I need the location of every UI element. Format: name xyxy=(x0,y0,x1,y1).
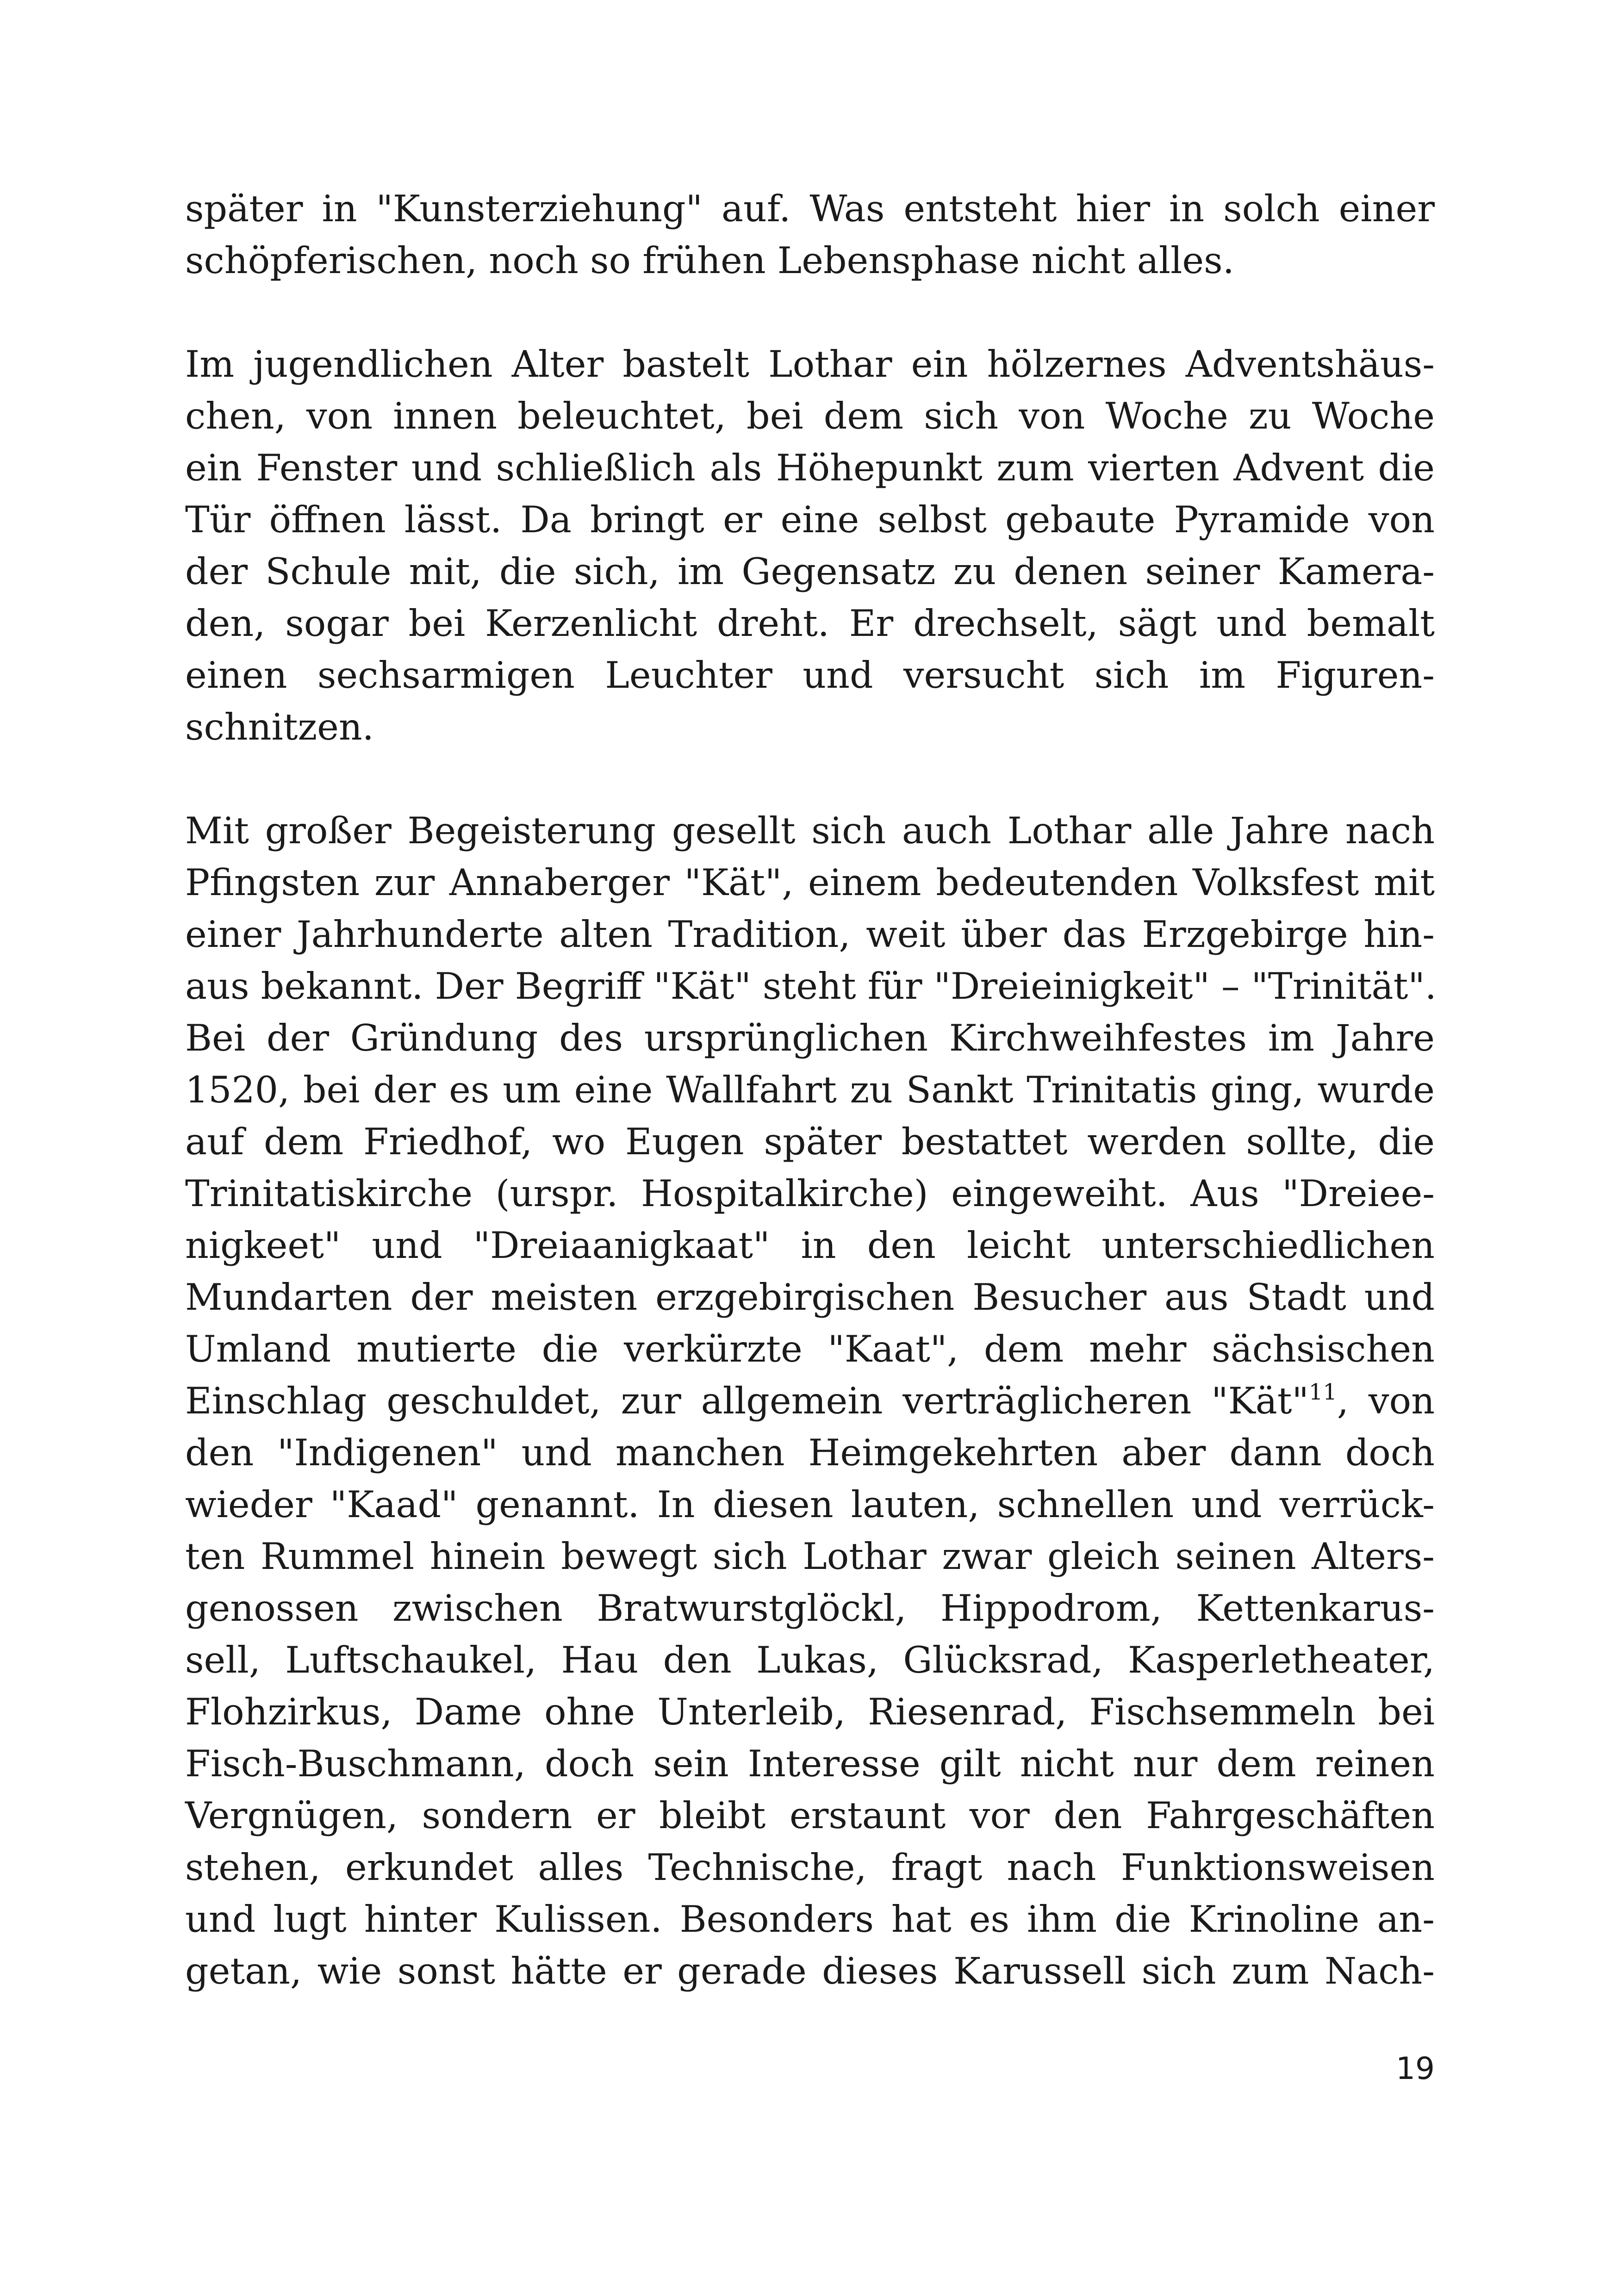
text-segment: , von xyxy=(1337,1380,1435,1422)
text-segment: Einschlag geschuldet, zur allgemein verträglicheren "Kät" xyxy=(185,1380,1309,1422)
paragraph-1 xyxy=(185,183,1435,286)
text-line: einer Jahrhunderte alten Tradition, weit über das Erzgebirge hin- xyxy=(185,913,1435,956)
footnote-reference[interactable]: 11 xyxy=(1308,1379,1337,1405)
text-line: den "Indigenen" und manchen Heimgekehrten aber dann doch xyxy=(185,1431,1435,1474)
text-line: ten Rummel hinein bewegt sich Lothar zwar gleich seinen Alters- xyxy=(185,1535,1435,1578)
text-line: Tür öffnen lässt. Da bringt er eine selbst gebaute Pyramide von xyxy=(185,498,1435,541)
text-line: sell, Luftschaukel, Hau den Lukas, Glücksrad, Kasperletheater, xyxy=(185,1639,1435,1681)
paragraph-3 xyxy=(185,805,1435,1997)
text-line: nigkeet" und "Dreiaanigkaat" in den leicht unterschiedlichen xyxy=(185,1224,1435,1267)
text-line: Pfingsten zur Annaberger "Kät", einem bedeutenden Volksfest mit xyxy=(185,861,1435,904)
page-number: 19 xyxy=(1396,2051,1435,2086)
paragraph-2 xyxy=(185,338,1435,753)
text-line: Flohzirkus, Dame ohne Unterleib, Riesenrad, Fischsemmeln bei xyxy=(185,1691,1435,1733)
text-line: Mit großer Begeisterung gesellt sich auch Lothar alle Jahre nach xyxy=(185,809,1435,852)
text-line: schöpferischen, noch so frühen Lebensphase nicht alles. xyxy=(185,239,1234,282)
text-line: Mundarten der meisten erzgebirgischen Besucher aus Stadt und xyxy=(185,1276,1435,1319)
text-line: genossen zwischen Bratwurstglöckl, Hippodrom, Kettenkarus- xyxy=(185,1587,1435,1630)
text-line: Im jugendlichen Alter bastelt Lothar ein hölzernes Adventshäus- xyxy=(185,343,1435,386)
text-line: der Schule mit, die sich, im Gegensatz zu denen seiner Kamera- xyxy=(185,550,1435,593)
text-line-with-footnote xyxy=(185,1375,1435,1427)
text-line: den, sogar bei Kerzenlicht dreht. Er drechselt, sägt und bemalt xyxy=(185,602,1435,645)
text-line: stehen, erkundet alles Technische, fragt nach Funktionsweisen xyxy=(185,1846,1435,1889)
text-line: schnitzen. xyxy=(185,706,374,748)
text-line: aus bekannt. Der Begriff "Kät" steht für "Dreieinigkeit" – "Trinität". xyxy=(185,965,1437,1008)
body-text xyxy=(185,183,1435,1997)
text-line: Vergnügen, sondern er bleibt erstaunt vor den Fahrgeschäften xyxy=(185,1794,1435,1837)
text-line: getan, wie sonst hätte er gerade dieses Karussell sich zum Nach- xyxy=(185,1950,1435,1992)
text-line: Umland mutierte die verkürzte "Kaat", dem mehr sächsischen xyxy=(185,1328,1435,1370)
text-line: chen, von innen beleuchtet, bei dem sich von Woche zu Woche xyxy=(185,395,1435,437)
text-line: einen sechsarmigen Leuchter und versucht sich im Figuren- xyxy=(185,654,1435,697)
text-line: auf dem Friedhof, wo Eugen später bestattet werden sollte, die xyxy=(185,1120,1435,1163)
text-line: 1520, bei der es um eine Wallfahrt zu Sankt Trinitatis ging, wurde xyxy=(185,1069,1435,1111)
text-line: später in "Kunsterziehung" auf. Was entsteht hier in solch einer xyxy=(185,187,1435,230)
text-line: Fisch-Buschmann, doch sein Interesse gilt nicht nur dem reinen xyxy=(185,1742,1435,1785)
text-line: Trinitatiskirche (urspr. Hospitalkirche) eingeweiht. Aus "Dreiee- xyxy=(185,1172,1435,1215)
text-line: und lugt hinter Kulissen. Besonders hat es ihm die Krinoline an- xyxy=(185,1898,1435,1941)
text-line: Bei der Gründung des ursprünglichen Kirchweihfestes im Jahre xyxy=(185,1017,1435,1059)
text-line: ein Fenster und schließlich als Höhepunkt zum vierten Advent die xyxy=(185,447,1435,489)
text-line: wieder "Kaad" genannt. In diesen lauten, schnellen und verrück- xyxy=(185,1483,1435,1526)
